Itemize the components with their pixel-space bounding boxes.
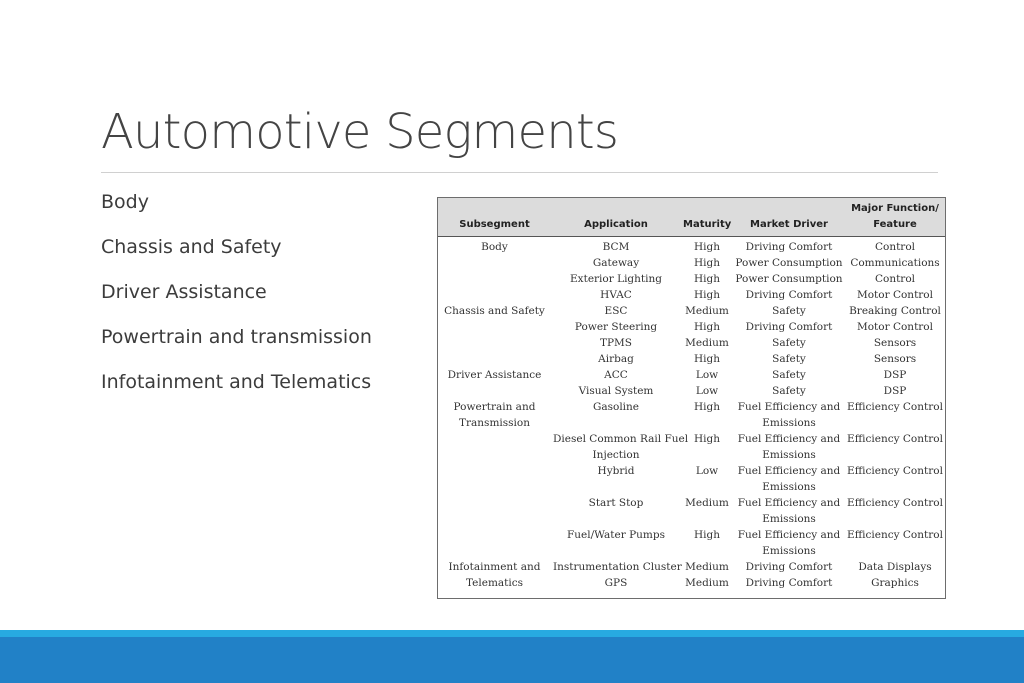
table-row [438, 463, 945, 479]
table-row [438, 351, 945, 367]
table-cell: Control [874, 273, 916, 285]
table-row [438, 447, 945, 463]
column-header: Major Function/ Feature [845, 198, 945, 237]
table-cell: Transmission [459, 417, 530, 429]
table-cell: Efficiency Control [847, 401, 943, 413]
table-cell [438, 479, 551, 495]
table-cell: Driving Comfort [745, 241, 833, 253]
table-row [438, 543, 945, 559]
table-row [438, 383, 945, 399]
table-row [438, 271, 945, 287]
column-header: Application [551, 198, 681, 237]
table-cell: High [694, 321, 720, 333]
table-cell: Power Consumption [735, 257, 843, 269]
table-row [438, 367, 945, 383]
table-row [438, 255, 945, 271]
table-cell: Safety [772, 369, 806, 381]
table-cell: Graphics [871, 577, 919, 589]
table-cell: Sensors [873, 353, 917, 365]
table-cell: Emissions [762, 513, 816, 525]
table-cell [845, 415, 945, 431]
table-cell [438, 543, 551, 559]
table-cell: Fuel/Water Pumps [567, 529, 665, 541]
table-cell: BCM [602, 241, 630, 253]
table-cell: Sensors [873, 337, 917, 349]
table-row [438, 303, 945, 319]
table-cell: Powertrain and [453, 401, 536, 413]
table-cell: Gateway [592, 257, 640, 269]
table-cell [438, 351, 551, 367]
table-cell: Breaking Control [849, 305, 941, 317]
table-cell [681, 415, 733, 431]
table-cell: Fuel Efficiency and [737, 497, 841, 509]
table-cell: Data Displays [858, 561, 932, 573]
table-cell: Exterior Lighting [570, 273, 662, 285]
table-cell: High [694, 353, 720, 365]
table-cell: Driving Comfort [745, 289, 833, 301]
table-cell [845, 511, 945, 527]
table-cell: Medium [685, 561, 729, 573]
table-cell [681, 511, 733, 527]
table-cell: ESC [604, 305, 628, 317]
table-cell: High [694, 257, 720, 269]
table-cell: Motor Control [856, 289, 933, 301]
table-cell: TPMS [599, 337, 632, 349]
table-cell: Power Steering [574, 321, 658, 333]
table-cell: High [694, 273, 720, 285]
table-cell: High [694, 241, 720, 253]
table-cell [681, 479, 733, 495]
table-cell [681, 543, 733, 559]
table-cell [681, 447, 733, 463]
table-cell: Driving Comfort [745, 561, 833, 573]
table-cell [438, 495, 551, 511]
table-cell: Safety [772, 337, 806, 349]
segments-table [438, 198, 945, 591]
table-cell: Communications [850, 257, 940, 269]
table-cell: Emissions [762, 417, 816, 429]
table-cell: Safety [772, 385, 806, 397]
column-header: Maturity [681, 198, 733, 237]
table-cell [551, 543, 681, 559]
table-cell: Efficiency Control [847, 433, 943, 445]
bullet-item: Driver Assistance [101, 281, 267, 303]
table-cell: Emissions [762, 545, 816, 557]
bullet-list [101, 188, 372, 413]
table-cell: Infotainment and [448, 561, 541, 573]
table-cell: Airbag [598, 353, 634, 365]
table-row [438, 237, 945, 256]
table-cell: Motor Control [856, 321, 933, 333]
table-cell: High [694, 289, 720, 301]
table-body [438, 237, 945, 592]
table-cell: Driving Comfort [745, 577, 833, 589]
bullet-item: Infotainment and Telematics [101, 371, 372, 393]
bullet-item: Chassis and Safety [101, 236, 282, 258]
footer-accent-stripe [0, 630, 1024, 637]
table-cell: Control [874, 241, 916, 253]
table-cell [438, 383, 551, 399]
table-cell: Efficiency Control [847, 497, 943, 509]
table-cell: Visual System [578, 385, 654, 397]
table-cell: Medium [685, 577, 729, 589]
table-cell [845, 479, 945, 495]
table-row [438, 415, 945, 431]
table-cell: Injection [592, 449, 640, 461]
table-cell: Medium [685, 305, 729, 317]
table-cell [438, 335, 551, 351]
table-cell: Emissions [762, 481, 816, 493]
table-cell: Low [695, 369, 719, 381]
table-row [438, 287, 945, 303]
table-cell: Fuel Efficiency and [737, 465, 841, 477]
table-cell: Driving Comfort [745, 321, 833, 333]
table-cell: DSP [883, 369, 907, 381]
table-cell: Instrumentation Cluster [553, 561, 682, 573]
table-cell [438, 319, 551, 335]
table-cell: Low [695, 465, 719, 477]
table-cell [551, 415, 681, 431]
table-cell [438, 527, 551, 543]
table-cell: Body [481, 241, 508, 253]
table-cell [438, 271, 551, 287]
table-cell: Chassis and Safety [444, 305, 545, 317]
table-cell: Emissions [762, 449, 816, 461]
table-row [438, 335, 945, 351]
table-cell: Power Consumption [735, 273, 843, 285]
table-cell: High [694, 433, 720, 445]
table-cell: Gasoline [592, 401, 640, 413]
table-cell [551, 479, 681, 495]
table-row [438, 511, 945, 527]
table-cell [551, 511, 681, 527]
table-cell: Diesel Common Rail Fuel [553, 433, 689, 445]
table-cell [438, 287, 551, 303]
table-cell: Low [695, 385, 719, 397]
table-cell: High [694, 529, 720, 541]
table-cell [438, 255, 551, 271]
bullet-item: Body [101, 191, 149, 213]
table-cell: GPS [604, 577, 628, 589]
table-row [438, 319, 945, 335]
table-cell [845, 447, 945, 463]
segments-table-image [437, 197, 946, 599]
table-cell: Medium [685, 497, 729, 509]
table-row [438, 527, 945, 543]
table-cell: Start Stop [588, 497, 644, 509]
table-cell: Fuel Efficiency and [737, 433, 841, 445]
table-cell [438, 463, 551, 479]
table-cell: Driver Assistance [447, 369, 542, 381]
table-cell: HVAC [600, 289, 632, 301]
table-cell: Efficiency Control [847, 465, 943, 477]
table-cell: Safety [772, 305, 806, 317]
table-cell: Safety [772, 353, 806, 365]
table-cell [438, 511, 551, 527]
table-row [438, 431, 945, 447]
table-row [438, 399, 945, 415]
table-cell: Hybrid [597, 465, 635, 477]
slide-title: Automotive Segments [101, 104, 619, 160]
column-header: Market Driver [733, 198, 845, 237]
table-cell: Medium [685, 337, 729, 349]
table-cell: ACC [604, 369, 628, 381]
table-cell: Telematics [465, 577, 524, 589]
column-header: Subsegment [438, 198, 551, 237]
table-row [438, 559, 945, 575]
footer-band [0, 637, 1024, 683]
table-row [438, 495, 945, 511]
title-divider [101, 172, 938, 173]
table-cell [438, 447, 551, 463]
table-row [438, 575, 945, 591]
table-row [438, 479, 945, 495]
bullet-item: Powertrain and transmission [101, 326, 372, 348]
table-cell: Fuel Efficiency and [737, 529, 841, 541]
table-header-row [438, 198, 945, 237]
table-cell [438, 431, 551, 447]
table-cell: Fuel Efficiency and [737, 401, 841, 413]
table-cell: DSP [883, 385, 907, 397]
table-cell: Efficiency Control [847, 529, 943, 541]
table-cell [845, 543, 945, 559]
table-cell: High [694, 401, 720, 413]
